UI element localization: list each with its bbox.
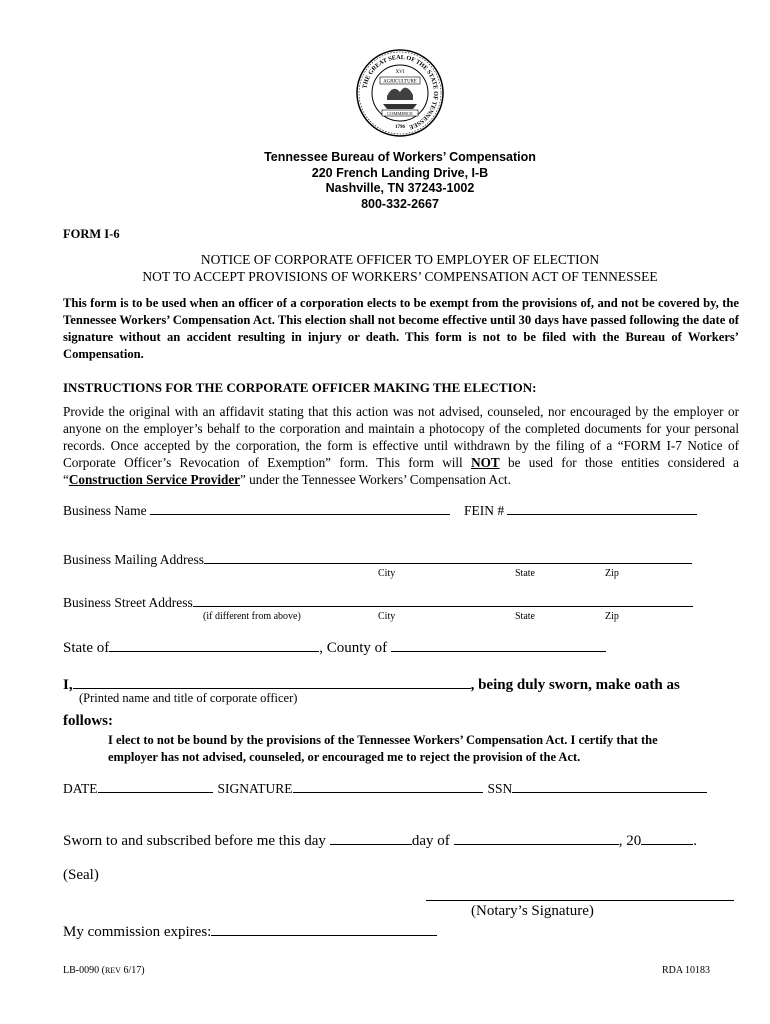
street-address-field[interactable]: [193, 594, 693, 607]
instructions-part1: Provide the original with an affidavit stating that this action was not advised, counseled, nor encouraged by the employer or anyone on the employer’s behalf to the corporation and maintain a photocopy of the completed documents for your personal records. Once accepted by the corporation, the form is effective until withdrawn by the filing of a “FORM I-7 Notice of Corporate Officer’s Revocation of Exemption” form. This form will: [63, 404, 739, 471]
printed-name-caption: (Printed name and title of corporate officer): [79, 691, 298, 705]
state-seal: [355, 48, 445, 138]
form-id: FORM I-6: [63, 227, 120, 241]
state-county-row: [63, 637, 606, 657]
state-of-label: State of: [63, 640, 110, 656]
mailing-address-label: Business Mailing Address: [63, 552, 205, 567]
seal-label: (Seal): [63, 867, 99, 883]
mailing-address-row: [63, 551, 692, 568]
if-different-caption: (if different from above): [203, 611, 301, 622]
sworn-row: [63, 830, 697, 850]
county-of-label: , County of: [319, 640, 388, 656]
ssn-label: SSN: [487, 781, 513, 796]
sworn-prefix: Sworn to and subscribed before me this day: [63, 833, 326, 849]
oath-follows: follows:: [63, 713, 113, 729]
agency-city: Nashville, TN 37243-1002: [325, 181, 475, 196]
agency-phone: 800-332-2667: [361, 197, 439, 212]
intro-paragraph: This form is to be used when an officer of a corporation elects to be exempt from the provisions of, and not be covered by, the Tennessee Workers’ Compensation Act. This election shall not become effective until 30 days have passed following the date of signature without an accident resulting in injury or death. This form is not to be filed with the Bureau of Workers’ Compensation.: [63, 296, 739, 361]
state-of-field[interactable]: [109, 637, 319, 652]
oath-statement: I elect to not be bound by the provisions of the Tennessee Workers’ Compensation Act. I certify that the employer has not advised, counseled, or encouraged me to reject the provision of the Act.: [108, 733, 658, 764]
sworn-day-of: day of: [411, 833, 450, 849]
notary-signature-caption: (Notary’s Signature): [471, 903, 594, 919]
fein-label: FEIN #: [464, 503, 505, 518]
seal-agriculture: AGRICULTURE: [383, 79, 417, 85]
oath-sworn: , being duly sworn, make oath as: [470, 677, 680, 693]
mailing-city-caption: City: [378, 568, 396, 579]
mailing-address-field[interactable]: [204, 551, 692, 564]
street-address-label: Business Street Address: [63, 595, 193, 610]
form-revision: [63, 965, 145, 976]
commission-row: [63, 921, 437, 941]
instructions-not-word: NOT: [471, 455, 500, 471]
signature-label: SIGNATURE: [217, 781, 293, 796]
fein-field[interactable]: [507, 502, 697, 515]
sworn-day-field[interactable]: [330, 830, 412, 845]
seal-roman: XVI: [395, 70, 405, 75]
ssn-field[interactable]: [512, 780, 707, 793]
business-name-row: [63, 502, 450, 519]
form-revision-b: 6/17): [120, 965, 145, 976]
sworn-period: .: [693, 833, 698, 849]
mailing-state-caption: State: [515, 568, 535, 579]
street-city-caption: City: [378, 611, 396, 622]
signature-row: [63, 780, 707, 797]
mailing-zip-caption: Zip: [605, 568, 619, 579]
form-title: [0, 251, 770, 285]
instructions-heading: INSTRUCTIONS FOR THE CORPORATE OFFICER MAKING THE ELECTION:: [63, 380, 537, 395]
form-title-line2: NOT TO ACCEPT PROVISIONS OF WORKERS’ COMPENSATION ACT OF TENNESSEE: [142, 269, 658, 284]
street-state-caption: State: [515, 611, 535, 622]
agency-header: [0, 150, 770, 213]
street-address-row: [63, 594, 693, 611]
sworn-year-field[interactable]: [641, 830, 693, 845]
date-label: DATE: [63, 781, 98, 796]
instructions-paragraph: [63, 403, 739, 488]
commission-label: My commission expires:: [63, 924, 212, 940]
signature-field[interactable]: [293, 780, 483, 793]
business-name-field[interactable]: [150, 502, 450, 515]
sworn-month-field[interactable]: [454, 830, 619, 845]
date-field[interactable]: [98, 780, 213, 793]
sworn-year-prefix: , 20: [618, 833, 642, 849]
seal-outer-text: THE GREAT SEAL OF THE STATE OF TENNESSEE: [361, 53, 440, 131]
fein-row: [464, 502, 697, 519]
notary-signature-line[interactable]: [426, 900, 734, 901]
printed-name-field[interactable]: [73, 674, 471, 689]
seal-commerce: COMMERCE: [387, 111, 413, 116]
commission-field[interactable]: [211, 921, 437, 936]
instructions-part3: ” under the Tennessee Workers’ Compensation Act.: [240, 472, 511, 488]
form-revision-rev: REV: [104, 966, 121, 975]
instructions-part2: be used for those entities considered a “: [63, 455, 739, 488]
seal-year: 1796: [395, 125, 405, 130]
form-title-line1: NOTICE OF CORPORATE OFFICER TO EMPLOYER OF ELECTION: [200, 252, 600, 267]
oath-i: I,: [63, 677, 73, 693]
county-of-field[interactable]: [391, 637, 606, 652]
agency-name: Tennessee Bureau of Workers’ Compensation: [264, 150, 536, 164]
agency-street: 220 French Landing Drive, I-B: [311, 165, 489, 180]
form-revision-a: LB-0090 (: [63, 965, 105, 976]
rda-number: RDA 10183: [662, 965, 711, 976]
instructions-csp: Construction Service Provider: [68, 472, 241, 488]
business-name-label: Business Name: [63, 503, 147, 518]
street-zip-caption: Zip: [605, 611, 619, 622]
